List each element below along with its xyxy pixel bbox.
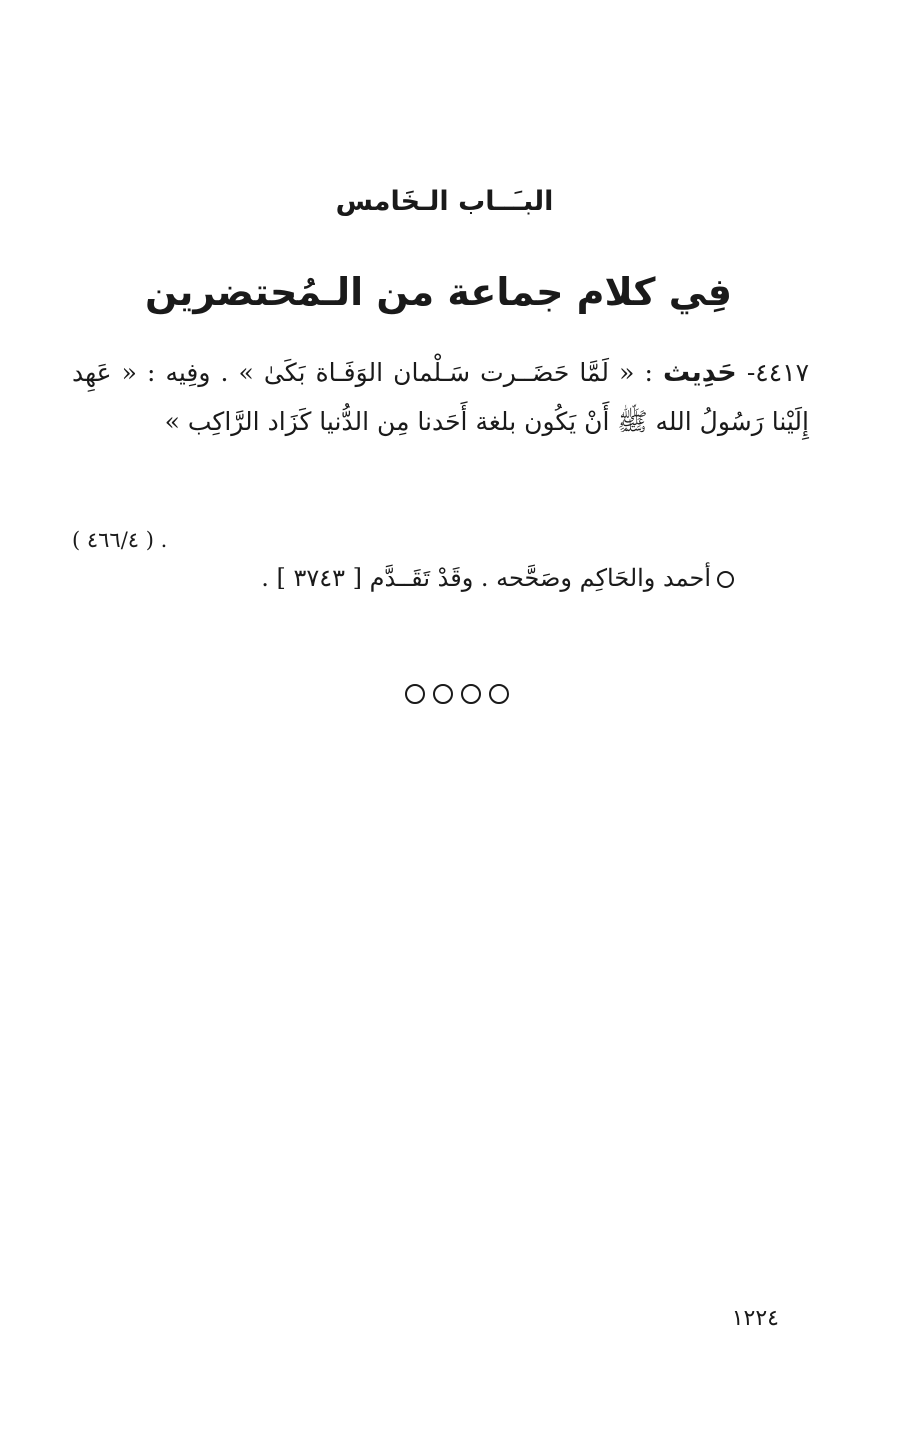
- hadith-text: : « لَمَّا حَضَــرت سَـلْمان الوَفَـاة بَكَىٰ » . وفِيه : « عَهِد إِلَيْنا رَسُولُ الله ﷺ أَنْ يَكُون بلغة أَحَدنا مِن الدُّنيا كَزَاد الرَّاكِب »: [72, 358, 809, 436]
- chapter-title: فِي كلام جماعة من الـمُحتضرين: [144, 270, 733, 314]
- ring-ornament-icon: [461, 684, 481, 704]
- page-number: ١٢٢٤: [731, 1306, 779, 1331]
- takhrij-note-text: أحمد والحَاكِم وصَحَّحه . وقَدْ تَقَــدَّم [ ٣٧٤٣ ] .: [261, 564, 711, 592]
- ring-bullet-icon: [717, 571, 734, 588]
- ring-ornament-icon: [433, 684, 453, 704]
- ring-ornament-icon: [489, 684, 509, 704]
- chapter-label: البـَــاب الـخَامس: [335, 186, 554, 217]
- takhrij-note: [261, 560, 734, 596]
- hadith-keyword: حَدِيث: [662, 357, 737, 388]
- hadith-source-reference: ( ٤٦٦/٤ ) .: [72, 528, 168, 552]
- hadith-number: ٤٤١٧-: [746, 358, 810, 387]
- section-separator: [0, 684, 897, 708]
- ring-ornament-icon: [405, 684, 425, 704]
- hadith-entry: [72, 348, 809, 446]
